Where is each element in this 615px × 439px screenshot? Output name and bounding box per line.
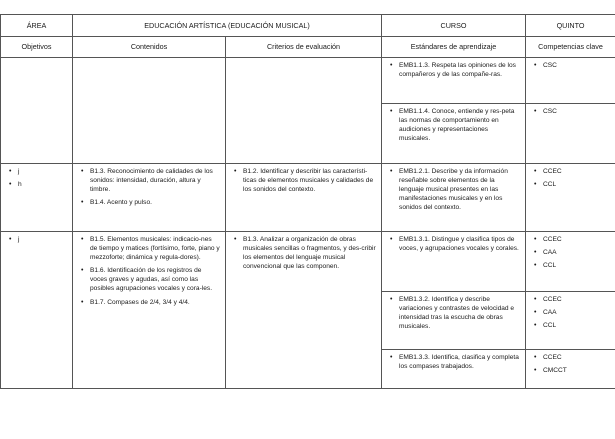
competencia-item: • CSC bbox=[531, 61, 610, 70]
contenido-item: • B1.7. Compases de 2/4, 3/4 y 4/4. bbox=[78, 298, 220, 307]
competencia-item: • CMCCT bbox=[531, 366, 610, 375]
table-row bbox=[1, 58, 615, 104]
competencia-item: • CCEC bbox=[531, 167, 610, 176]
curriculum-table bbox=[0, 14, 615, 389]
competencia-item: • CCEC bbox=[531, 353, 610, 362]
course-label: CURSO bbox=[382, 15, 526, 37]
contenido-item: • B1.4. Acento y pulso. bbox=[78, 198, 220, 207]
col-contenidos: Contenidos bbox=[73, 37, 226, 58]
course-value: QUINTO bbox=[526, 15, 615, 37]
competencia-item: • CAA bbox=[531, 248, 610, 257]
objetivos-cell bbox=[1, 58, 73, 164]
col-objetivos: Objetivos bbox=[1, 37, 73, 58]
competencia-item: • CCEC bbox=[531, 295, 610, 304]
competencia-item: • CAA bbox=[531, 308, 610, 317]
criterio-text: • B1.3. Analizar a organización de obras musicales sencillas o fragmentos, y des-cribir los elementos del lenguaje musical convencional que las componen. bbox=[231, 235, 376, 271]
criterio-cell bbox=[226, 58, 382, 164]
standard-cell bbox=[382, 292, 526, 350]
competencias-cell bbox=[526, 104, 615, 164]
criterio-cell bbox=[226, 232, 382, 389]
contenidos-cell bbox=[73, 58, 226, 164]
competencia-item: • CCL bbox=[531, 321, 610, 330]
competencias-cell bbox=[526, 292, 615, 350]
standard-text: • EMB1.3.3. Identifica, clasifica y completa los compases trabajados. bbox=[387, 353, 520, 371]
criterio-text: • B1.2. Identificar y describir las característi-ticas de elementos musicales y calidades de los sonidos del contexto. bbox=[231, 167, 376, 194]
standard-cell bbox=[382, 164, 526, 232]
objetivo-item: • h bbox=[6, 180, 67, 189]
competencia-item: • CSC bbox=[531, 107, 610, 116]
objetivo-item: • j bbox=[6, 167, 67, 176]
contenido-item: • B1.3. Reconocimiento de calidades de los sonidos: intensidad, duración, altura y timbre. bbox=[78, 167, 220, 194]
table-row bbox=[1, 164, 615, 232]
competencias-cell bbox=[526, 58, 615, 104]
objetivos-cell bbox=[1, 164, 73, 232]
standard-text: • EMB1.1.4. Conoce, entiende y res-peta las normas de comportamiento en audiciones y representaciones musicales. bbox=[387, 107, 520, 143]
standard-text: • EMB1.3.1. Distingue y clasifica tipos de voces, y agrupaciones vocales y corales. bbox=[387, 235, 520, 253]
competencias-cell bbox=[526, 232, 615, 292]
column-header-row bbox=[1, 37, 615, 58]
standard-text: • EMB1.3.2. Identifica y describe variaciones y contrastes de velocidad e intensidad tras la escucha de obras musicales. bbox=[387, 295, 520, 331]
contenidos-cell bbox=[73, 232, 226, 389]
table-row bbox=[1, 232, 615, 292]
standard-text: • EMB1.2.1. Describe y da información reseñable sobre elementos de la lenguaje musical presentes en las manifestaciones musicales y en los sonidos del contexto. bbox=[387, 167, 520, 212]
competencias-cell bbox=[526, 350, 615, 389]
objetivos-cell bbox=[1, 232, 73, 389]
standard-text: • EMB1.1.3. Respeta las opiniones de los compañeros y de las compañe-ras. bbox=[387, 61, 520, 79]
contenidos-cell bbox=[73, 164, 226, 232]
criterio-cell bbox=[226, 164, 382, 232]
col-criterios: Criterios de evaluación bbox=[226, 37, 382, 58]
header-row bbox=[1, 15, 615, 37]
area-value: EDUCACIÓN ARTÍSTICA (EDUCACIÓN MUSICAL) bbox=[73, 15, 382, 37]
standard-cell bbox=[382, 58, 526, 104]
col-competencias: Competencias clave bbox=[526, 37, 615, 58]
standard-cell bbox=[382, 350, 526, 389]
standard-cell bbox=[382, 104, 526, 164]
competencias-cell bbox=[526, 164, 615, 232]
area-label: ÁREA bbox=[1, 15, 73, 37]
competencia-item: • CCL bbox=[531, 180, 610, 189]
competencia-item: • CCEC bbox=[531, 235, 610, 244]
competencia-item: • CCL bbox=[531, 261, 610, 270]
col-estandares: Estándares de aprendizaje bbox=[382, 37, 526, 58]
standard-cell bbox=[382, 232, 526, 292]
contenido-item: • B1.5. Elementos musicales: indicacio-nes de tiempo y matices (fortísimo, forte, piano y mezzoforte; dinámica y regula-dores). bbox=[78, 235, 220, 262]
contenido-item: • B1.6. Identificación de los registros de voces graves y agudas, así como las posibles agrupaciones vocales y cora-les. bbox=[78, 266, 220, 293]
objetivo-item: • j bbox=[6, 235, 67, 244]
